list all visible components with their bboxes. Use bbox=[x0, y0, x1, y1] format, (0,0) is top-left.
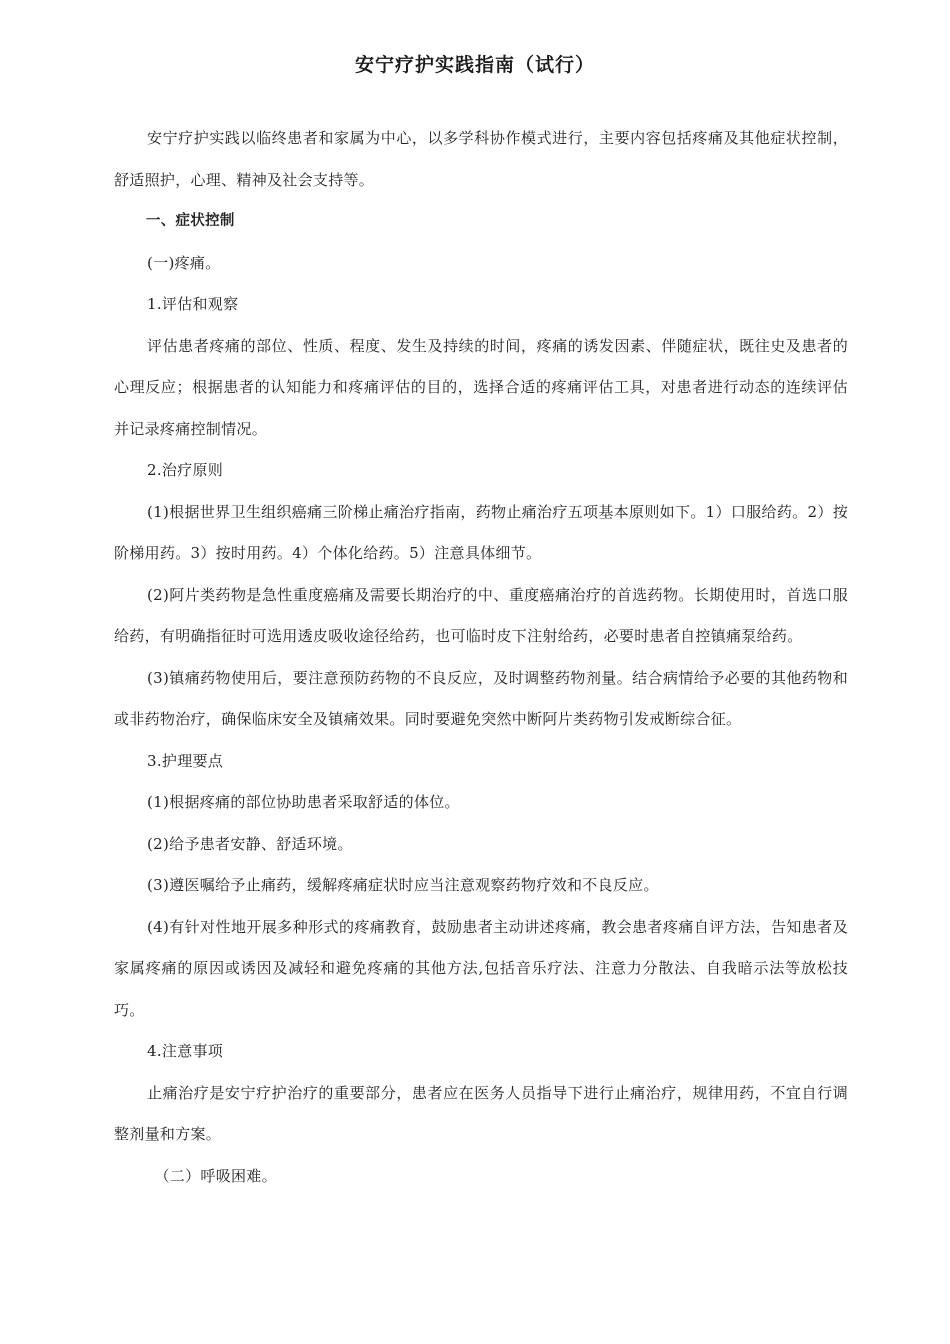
assessment-paragraph: 评估患者疼痛的部位、性质、程度、发生及持续的时间，疼痛的诱发因素、伴随症状，既往史及患者的心理反应；根据患者的认知能力和疼痛评估的目的，选择合适的疼痛评估工具，对患者进行动态的连续评估并记录疼痛控制情况。 bbox=[114, 336, 848, 438]
item-heading-nursing-points: 3.护理要点 bbox=[147, 751, 224, 770]
nursing-point-2: (2)给予患者安静、舒适环境。 bbox=[147, 834, 353, 853]
document-title: 安宁疗护实践指南（试行） bbox=[354, 54, 595, 76]
document-body bbox=[114, 118, 848, 1197]
nursing-point-3: (3)遵医嘱给予止痛药，缓解疼痛症状时应当注意观察药物疗效和不良反应。 bbox=[147, 876, 659, 894]
item-heading-precautions: 4.注意事项 bbox=[147, 1042, 224, 1060]
subsection-heading-dyspnea: （二）呼吸困难。 bbox=[154, 1166, 277, 1185]
subsection-heading-pain: (一)疼痛。 bbox=[147, 253, 221, 272]
precautions-paragraph: 止痛治疗是安宁疗护治疗的重要部分，患者应在医务人员指导下进行止痛治疗，规律用药，不宜自行调整剂量和方案。 bbox=[114, 1083, 848, 1143]
section-heading-symptom-control: 一、症状控制 bbox=[145, 213, 235, 229]
nursing-point-1: (1)根据疼痛的部位协助患者采取舒适的体位。 bbox=[147, 793, 460, 811]
intro-paragraph: 安宁疗护实践以临终患者和家属为中心，以多学科协作模式进行，主要内容包括疼痛及其他症状控制，舒适照护，心理、精神及社会支持等。 bbox=[114, 129, 848, 189]
item-heading-treatment-principles: 2.治疗原则 bbox=[147, 461, 224, 479]
treatment-principle-1: (1)根据世界卫生组织癌痛三阶梯止痛治疗指南，药物止痛治疗五项基本原则如下。1）口服给药。2）按阶梯用药。3）按时用药。4）个体化给药。5）注意具体细节。 bbox=[114, 502, 848, 562]
treatment-principle-2: (2)阿片类药物是急性重度癌痛及需要长期治疗的中、重度癌痛治疗的首选药物。长期使用时，首选口服给药，有明确指征时可选用透皮吸收途径给药，也可临时皮下注射给药，必要时患者自控镇痛泵给药。 bbox=[114, 585, 848, 645]
nursing-point-4: (4)有针对性地开展多种形式的疼痛教育，鼓励患者主动讲述疼痛，教会患者疼痛自评方法，告知患者及家属疼痛的原因或诱因及减轻和避免疼痛的其他方法,包括音乐疗法、注意力分散法、自我暗示法等放松技巧。 bbox=[114, 917, 848, 1019]
item-heading-assessment: 1.评估和观察 bbox=[147, 295, 239, 313]
treatment-principle-3: (3)镇痛药物使用后，要注意预防药物的不良反应，及时调整药物剂量。结合病情给予必要的其他药物和或非药物治疗，确保临床安全及镇痛效果。同时要避免突然中断阿片类药物引发戒断综合征。 bbox=[114, 668, 848, 728]
